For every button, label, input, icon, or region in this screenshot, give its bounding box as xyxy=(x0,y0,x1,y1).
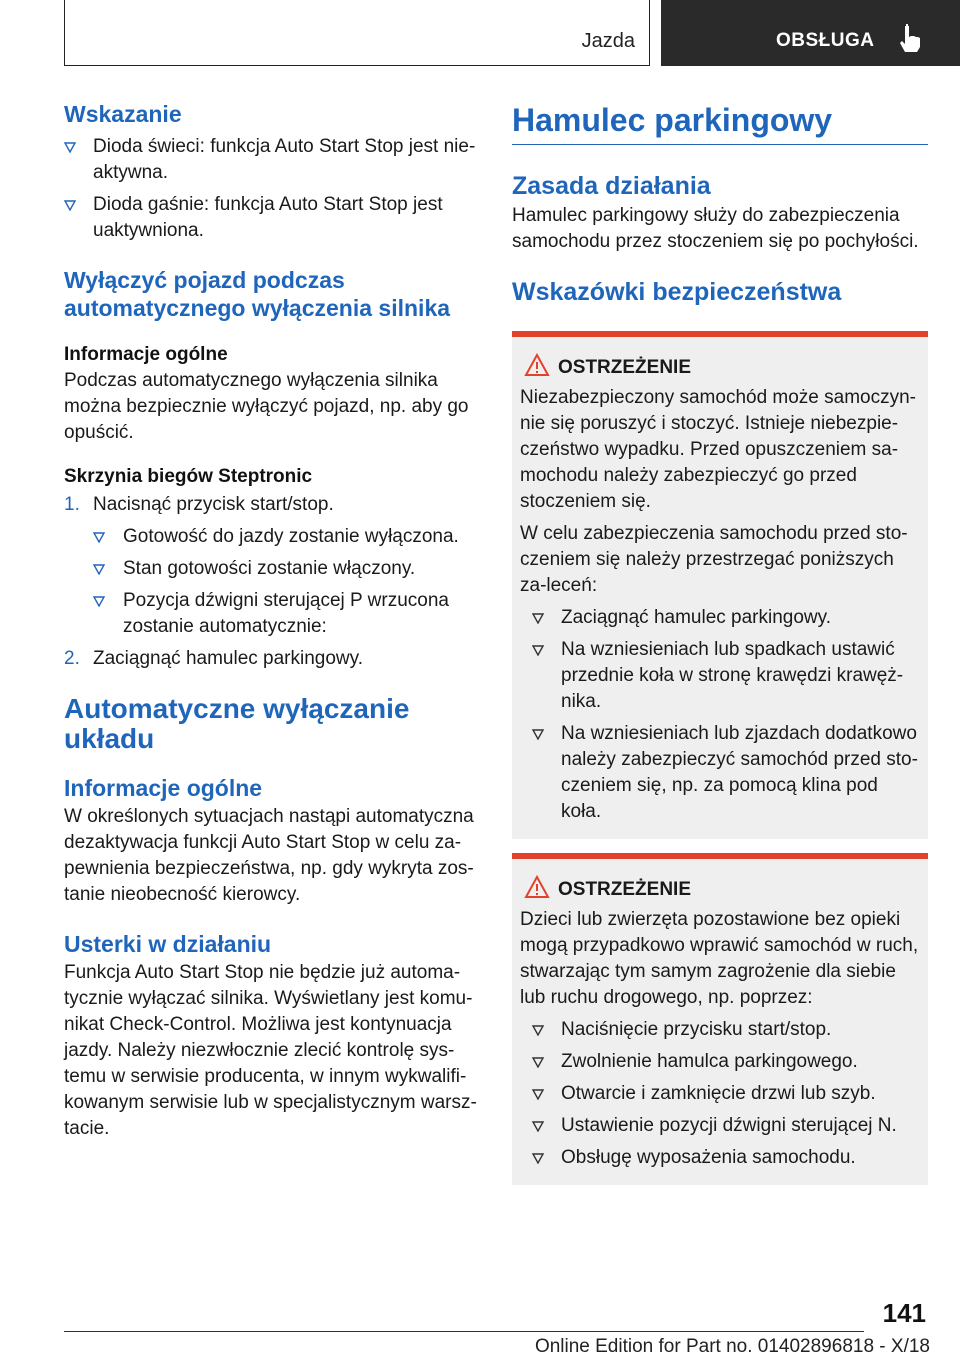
chapter-tab[interactable] xyxy=(661,0,960,66)
warning-list xyxy=(520,1017,920,1171)
triangle-bullet-icon xyxy=(93,564,105,575)
info-paragraph: Podczas automatycznego wyłączenia silnika można bezpiecznie wyłączyć pojazd, np. aby go opuścić. xyxy=(64,370,469,443)
subheading-wskazowki: Wskazówki bezpieczeństwa xyxy=(512,278,842,306)
list-item xyxy=(532,605,920,631)
triangle-bullet-icon xyxy=(532,1025,544,1036)
warning-paragraph: W celu zabezpieczenia samochodu przed sto-czeniem się należy przestrzegać poniższych za-leceń: xyxy=(520,523,908,596)
right-column xyxy=(512,100,928,1185)
section-heading-auto: Automatyczne wyłączanie układu xyxy=(64,693,410,754)
list-item-text: Na wzniesieniach lub spadkach ustawić przednie koła w stronę krawędzi krawęż-nika. xyxy=(561,639,904,712)
triangle-bullet-icon xyxy=(64,142,76,153)
subheading-zasada: Zasada działania xyxy=(512,172,711,200)
steps-list xyxy=(64,492,480,672)
triangle-bullet-icon xyxy=(532,1121,544,1132)
zasada-paragraph: Hamulec parkingowy służy do zabezpieczenia samochodu przez stoczeniem się po pochyłości. xyxy=(512,205,919,252)
sub-item xyxy=(93,556,480,582)
list-item-text: Naciśnięcie przycisku start/stop. xyxy=(561,1019,832,1040)
subheading-skrzynia: Skrzynia biegów Steptronic xyxy=(64,466,313,487)
list-item-text: Zaciągnąć hamulec parkingowy. xyxy=(561,607,832,628)
sub-item-text: Stan gotowości zostanie włączony. xyxy=(123,558,416,579)
list-item-text: Otwarcie i zamknięcie drzwi lub szyb. xyxy=(561,1083,876,1104)
warning-box-2 xyxy=(512,853,928,1185)
subheading-info2: Informacje ogólne xyxy=(64,775,263,801)
step-sub-list xyxy=(93,524,480,640)
footer-divider xyxy=(64,1331,864,1332)
footer-edition: Online Edition for Part no. 01402896818 - X/18 xyxy=(534,1336,930,1357)
wskazanie-list xyxy=(64,134,480,244)
subheading-info: Informacje ogólne xyxy=(64,344,228,365)
warning-list xyxy=(520,605,920,825)
triangle-bullet-icon xyxy=(93,596,105,607)
list-item-text: Zwolnienie hamulca parkingowego. xyxy=(561,1051,858,1072)
warning-header xyxy=(520,355,920,383)
triangle-bullet-icon xyxy=(532,645,544,656)
list-item-text: Ustawienie pozycji dźwigni sterującej N. xyxy=(561,1115,897,1136)
hand-pointer-icon xyxy=(896,24,926,54)
left-column xyxy=(64,100,480,1142)
list-item xyxy=(64,134,480,186)
warning-triangle-icon xyxy=(524,875,550,899)
list-item xyxy=(532,1113,920,1139)
header-frame xyxy=(64,0,650,66)
triangle-bullet-icon xyxy=(532,1089,544,1100)
page-title: Hamulec parkingowy xyxy=(512,100,928,145)
warning-triangle-icon xyxy=(524,353,550,377)
sub-item-text: Pozycja dźwigni sterującej P wrzucona zostanie automatycznie: xyxy=(123,590,449,637)
warning-paragraph: Niezabezpieczony samochód może samoczyn-nie się poruszyć i stoczyć. Istnieje niebezpie-czeństwo wypadku. Przed opuszczeniem sa-mochodu należy zabezpieczyć go przed stoczeniem się. xyxy=(520,387,917,512)
sub-item xyxy=(93,524,480,550)
section-title: Jazda xyxy=(581,30,635,52)
list-item xyxy=(532,1049,920,1075)
list-item xyxy=(532,721,920,825)
step-item xyxy=(64,646,480,672)
triangle-bullet-icon xyxy=(532,729,544,740)
list-item xyxy=(532,1017,920,1043)
list-item-text: Na wzniesieniach lub zjazdach dodatkowo należy zabezpieczyć samochód przed sto-czeniem się, np. za pomocą klina pod koła. xyxy=(561,723,918,822)
triangle-bullet-icon xyxy=(64,200,76,211)
warning-label: OSTRZEŻENIE xyxy=(558,357,692,378)
list-item xyxy=(532,1081,920,1107)
step-item xyxy=(64,492,480,640)
warning-box-1 xyxy=(512,331,928,839)
step-text: Zaciągnąć hamulec parkingowy. xyxy=(93,648,364,669)
warning-paragraph: Dzieci lub zwierzęta pozostawione bez opieki mogą przypadkowo wprawić samochód w ruch, stwarzając tym samym zagrożenie dla siebie lub ruchu drogowego, np. poprzez: xyxy=(520,909,919,1008)
list-item xyxy=(532,1145,920,1171)
page-number: 141 xyxy=(882,1298,926,1328)
sub-item xyxy=(93,588,480,640)
warning-header xyxy=(520,877,920,905)
chapter-tab-label: OBSŁUGA xyxy=(776,30,875,51)
triangle-bullet-icon xyxy=(532,613,544,624)
list-item xyxy=(532,637,920,715)
list-item-text: Dioda świeci: funkcja Auto Start Stop jest nie-aktywna. xyxy=(93,136,476,183)
subheading-usterki: Usterki w działaniu xyxy=(64,931,272,957)
info2-paragraph: W określonych sytuacjach nastąpi automatyczna dezaktywacja funkcji Auto Start Stop w celu za-pewnienia bezpieczeństwa, np. gdy wykryta zos-tanie nieobecność kierowcy. xyxy=(64,806,474,905)
warning-label: OSTRZEŻENIE xyxy=(558,879,692,900)
triangle-bullet-icon xyxy=(532,1153,544,1164)
list-item-text: Dioda gaśnie: funkcja Auto Start Stop jest uaktywniona. xyxy=(93,194,443,241)
section-heading-wylaczyc: Wyłączyć pojazd podczas automatycznego wyłączenia silnika xyxy=(64,267,451,321)
section-heading-wskazanie: Wskazanie xyxy=(64,101,182,127)
step-text: Nacisnąć przycisk start/stop. xyxy=(93,494,334,515)
step-number: 1. xyxy=(64,494,80,515)
sub-item-text: Gotowość do jazdy zostanie wyłączona. xyxy=(123,526,459,547)
triangle-bullet-icon xyxy=(532,1057,544,1068)
list-item-text: Obsługę wyposażenia samochodu. xyxy=(561,1147,856,1168)
list-item xyxy=(64,192,480,244)
usterki-paragraph: Funkcja Auto Start Stop nie będzie już automa-tycznie wyłączać silnika. Wyświetlany jest komu-nikat Check-Control. Możliwa jest kontynuacja jazdy. Należy niezwłocznie zlecić kontrolę sys-temu w serwisie producenta, w innym wykwalifi-kowanym serwisie lub w specjalistycznym warsz-tacie. xyxy=(64,962,477,1139)
step-number: 2. xyxy=(64,648,80,669)
triangle-bullet-icon xyxy=(93,532,105,543)
